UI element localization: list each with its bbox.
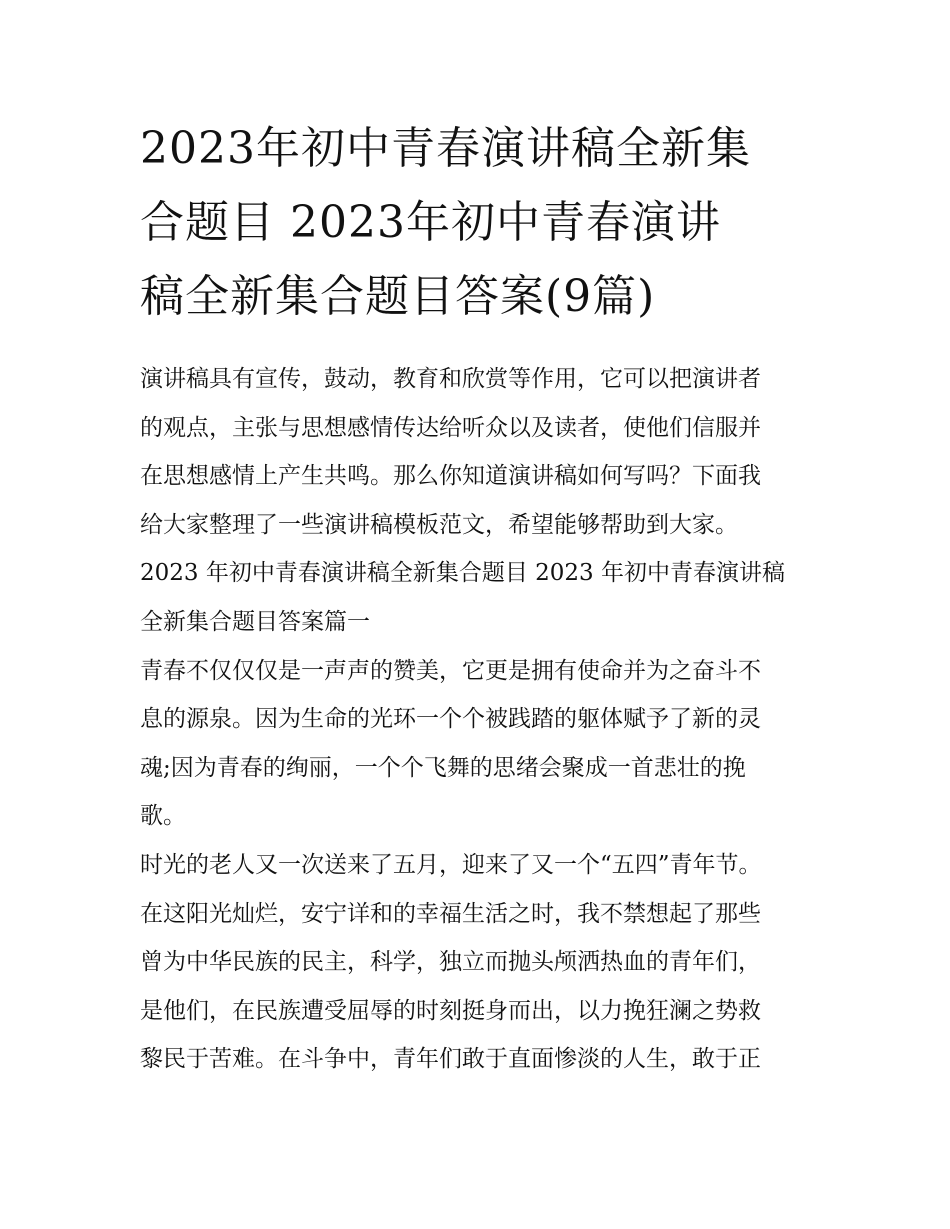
- body-line: 的观点，主张与思想感情传达给听众以及读者，使他们信服并: [140, 414, 761, 441]
- body-line: 在思想感情上产生共鸣。那么你知道演讲稿如何写吗？下面我: [140, 463, 761, 490]
- title-line: 稿全新集合题目答案(9篇): [140, 271, 656, 322]
- body-line: 魂;因为青春的绚丽，一个个飞舞的思绪会聚成一首悲壮的挽: [140, 754, 746, 781]
- body-line: 时光的老人又一次送来了五月，迎来了又一个“五四”青年节。: [140, 851, 762, 878]
- title-line: 合题目 2023年初中青春演讲: [140, 197, 721, 248]
- document-body: [140, 355, 820, 1084]
- body-line: 歌。: [140, 803, 186, 830]
- section-heading-line: 2023 年初中青春演讲稿全新集合题目 2023 年初中青春演讲稿: [140, 560, 785, 587]
- title-line: 2023年初中青春演讲稿全新集: [140, 123, 751, 174]
- document-title: [140, 112, 820, 334]
- body-line: 在这阳光灿烂，安宁详和的幸福生活之时，我不禁想起了那些: [140, 900, 761, 927]
- body-line: 青春不仅仅仅是一声声的赞美，它更是拥有使命并为之奋斗不: [140, 657, 761, 684]
- section-heading-line: 全新集合题目答案篇一: [140, 608, 370, 635]
- body-line: 黎民于苦难。在斗争中，青年们敢于直面惨淡的人生，敢于正: [140, 1046, 761, 1073]
- body-line: 演讲稿具有宣传，鼓动，教育和欣赏等作用，它可以把演讲者: [140, 366, 761, 392]
- body-line: 给大家整理了一些演讲稿模板范文，希望能够帮助到大家。: [140, 511, 738, 538]
- body-line: 是他们，在民族遭受屈辱的时刻挺身而出，以力挽狂澜之势救: [140, 997, 761, 1024]
- body-line: 息的源泉。因为生命的光环一个个被践踏的躯体赋予了新的灵: [140, 706, 761, 733]
- body-line: 曾为中华民族的民主，科学，独立而抛头颅洒热血的青年们，: [140, 949, 761, 976]
